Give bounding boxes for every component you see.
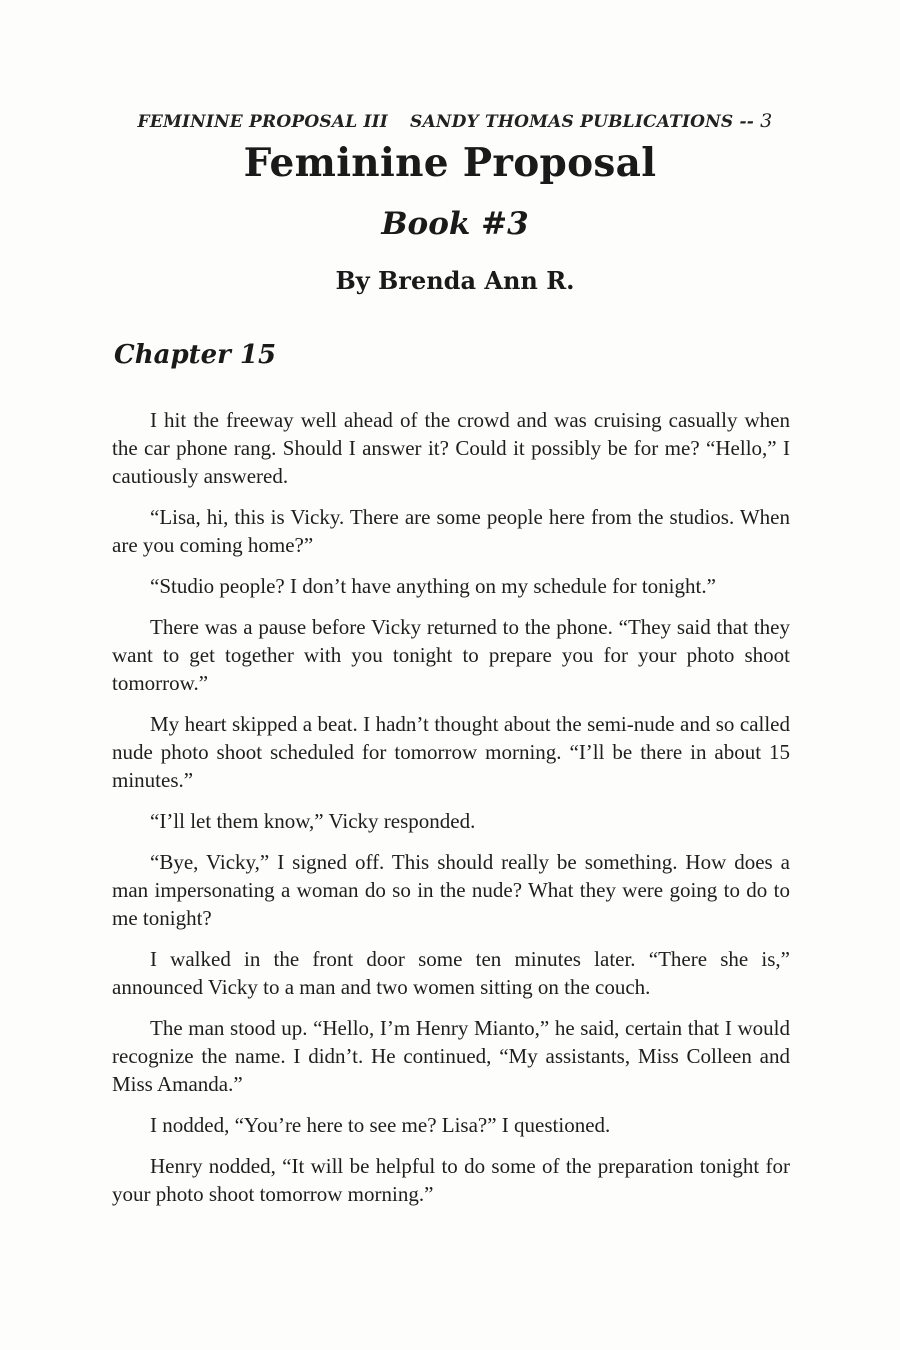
running-header: [0, 110, 900, 132]
book-number: Book #3: [381, 206, 529, 242]
paragraph: “Bye, Vicky,” I signed off. This should really be something. How does a man impersonating a woman do so in the nude? What they were going to do to me tonight?: [112, 850, 790, 930]
chapter-heading: Chapter 15: [114, 340, 277, 370]
paragraph: Henry nodded, “It will be helpful to do some of the preparation tonight for your photo shoot tomorrow morning.”: [112, 1154, 790, 1206]
paragraph: “Studio people? I don’t have anything on my schedule for tonight.”: [150, 574, 716, 598]
body-text: [112, 406, 790, 1221]
paragraph: The man stood up. “Hello, I’m Henry Mianto,” he said, certain that I would recognize the name. I didn’t. He continued, “My assistants, Miss Colleen and Miss Amanda.”: [112, 1016, 790, 1096]
header-publisher: SANDY THOMAS PUBLICATIONS --: [409, 112, 755, 132]
paragraph: There was a pause before Vicky returned to the phone. “They said that they want to get together with you tonight to prepare you for your photo shoot tomorrow.”: [112, 615, 790, 695]
paragraph: My heart skipped a beat. I hadn’t thought about the semi-nude and so called nude photo shoot scheduled for tomorrow morning. “I’ll be there in about 15 minutes.”: [112, 712, 790, 792]
page-number: 3: [760, 110, 773, 132]
book-title: Feminine Proposal: [243, 140, 657, 186]
paragraph: I hit the freeway well ahead of the crowd and was cruising casually when the car phone rang. Should I answer it? Could it possibly be for me? “Hello,” I cautiously answered.: [112, 408, 790, 488]
paragraph: I nodded, “You’re here to see me? Lisa?” I questioned.: [150, 1113, 611, 1137]
paragraph: “Lisa, hi, this is Vicky. There are some people here from the studios. When are you coming home?”: [112, 505, 790, 557]
paragraph: I walked in the front door some ten minutes later. “There she is,” announced Vicky to a man and two women sitting on the couch.: [112, 947, 790, 999]
header-book-title: FEMININE PROPOSAL III: [137, 112, 388, 132]
paragraph: “I’ll let them know,” Vicky responded.: [150, 809, 476, 833]
author-line: By Brenda Ann R.: [335, 266, 575, 295]
